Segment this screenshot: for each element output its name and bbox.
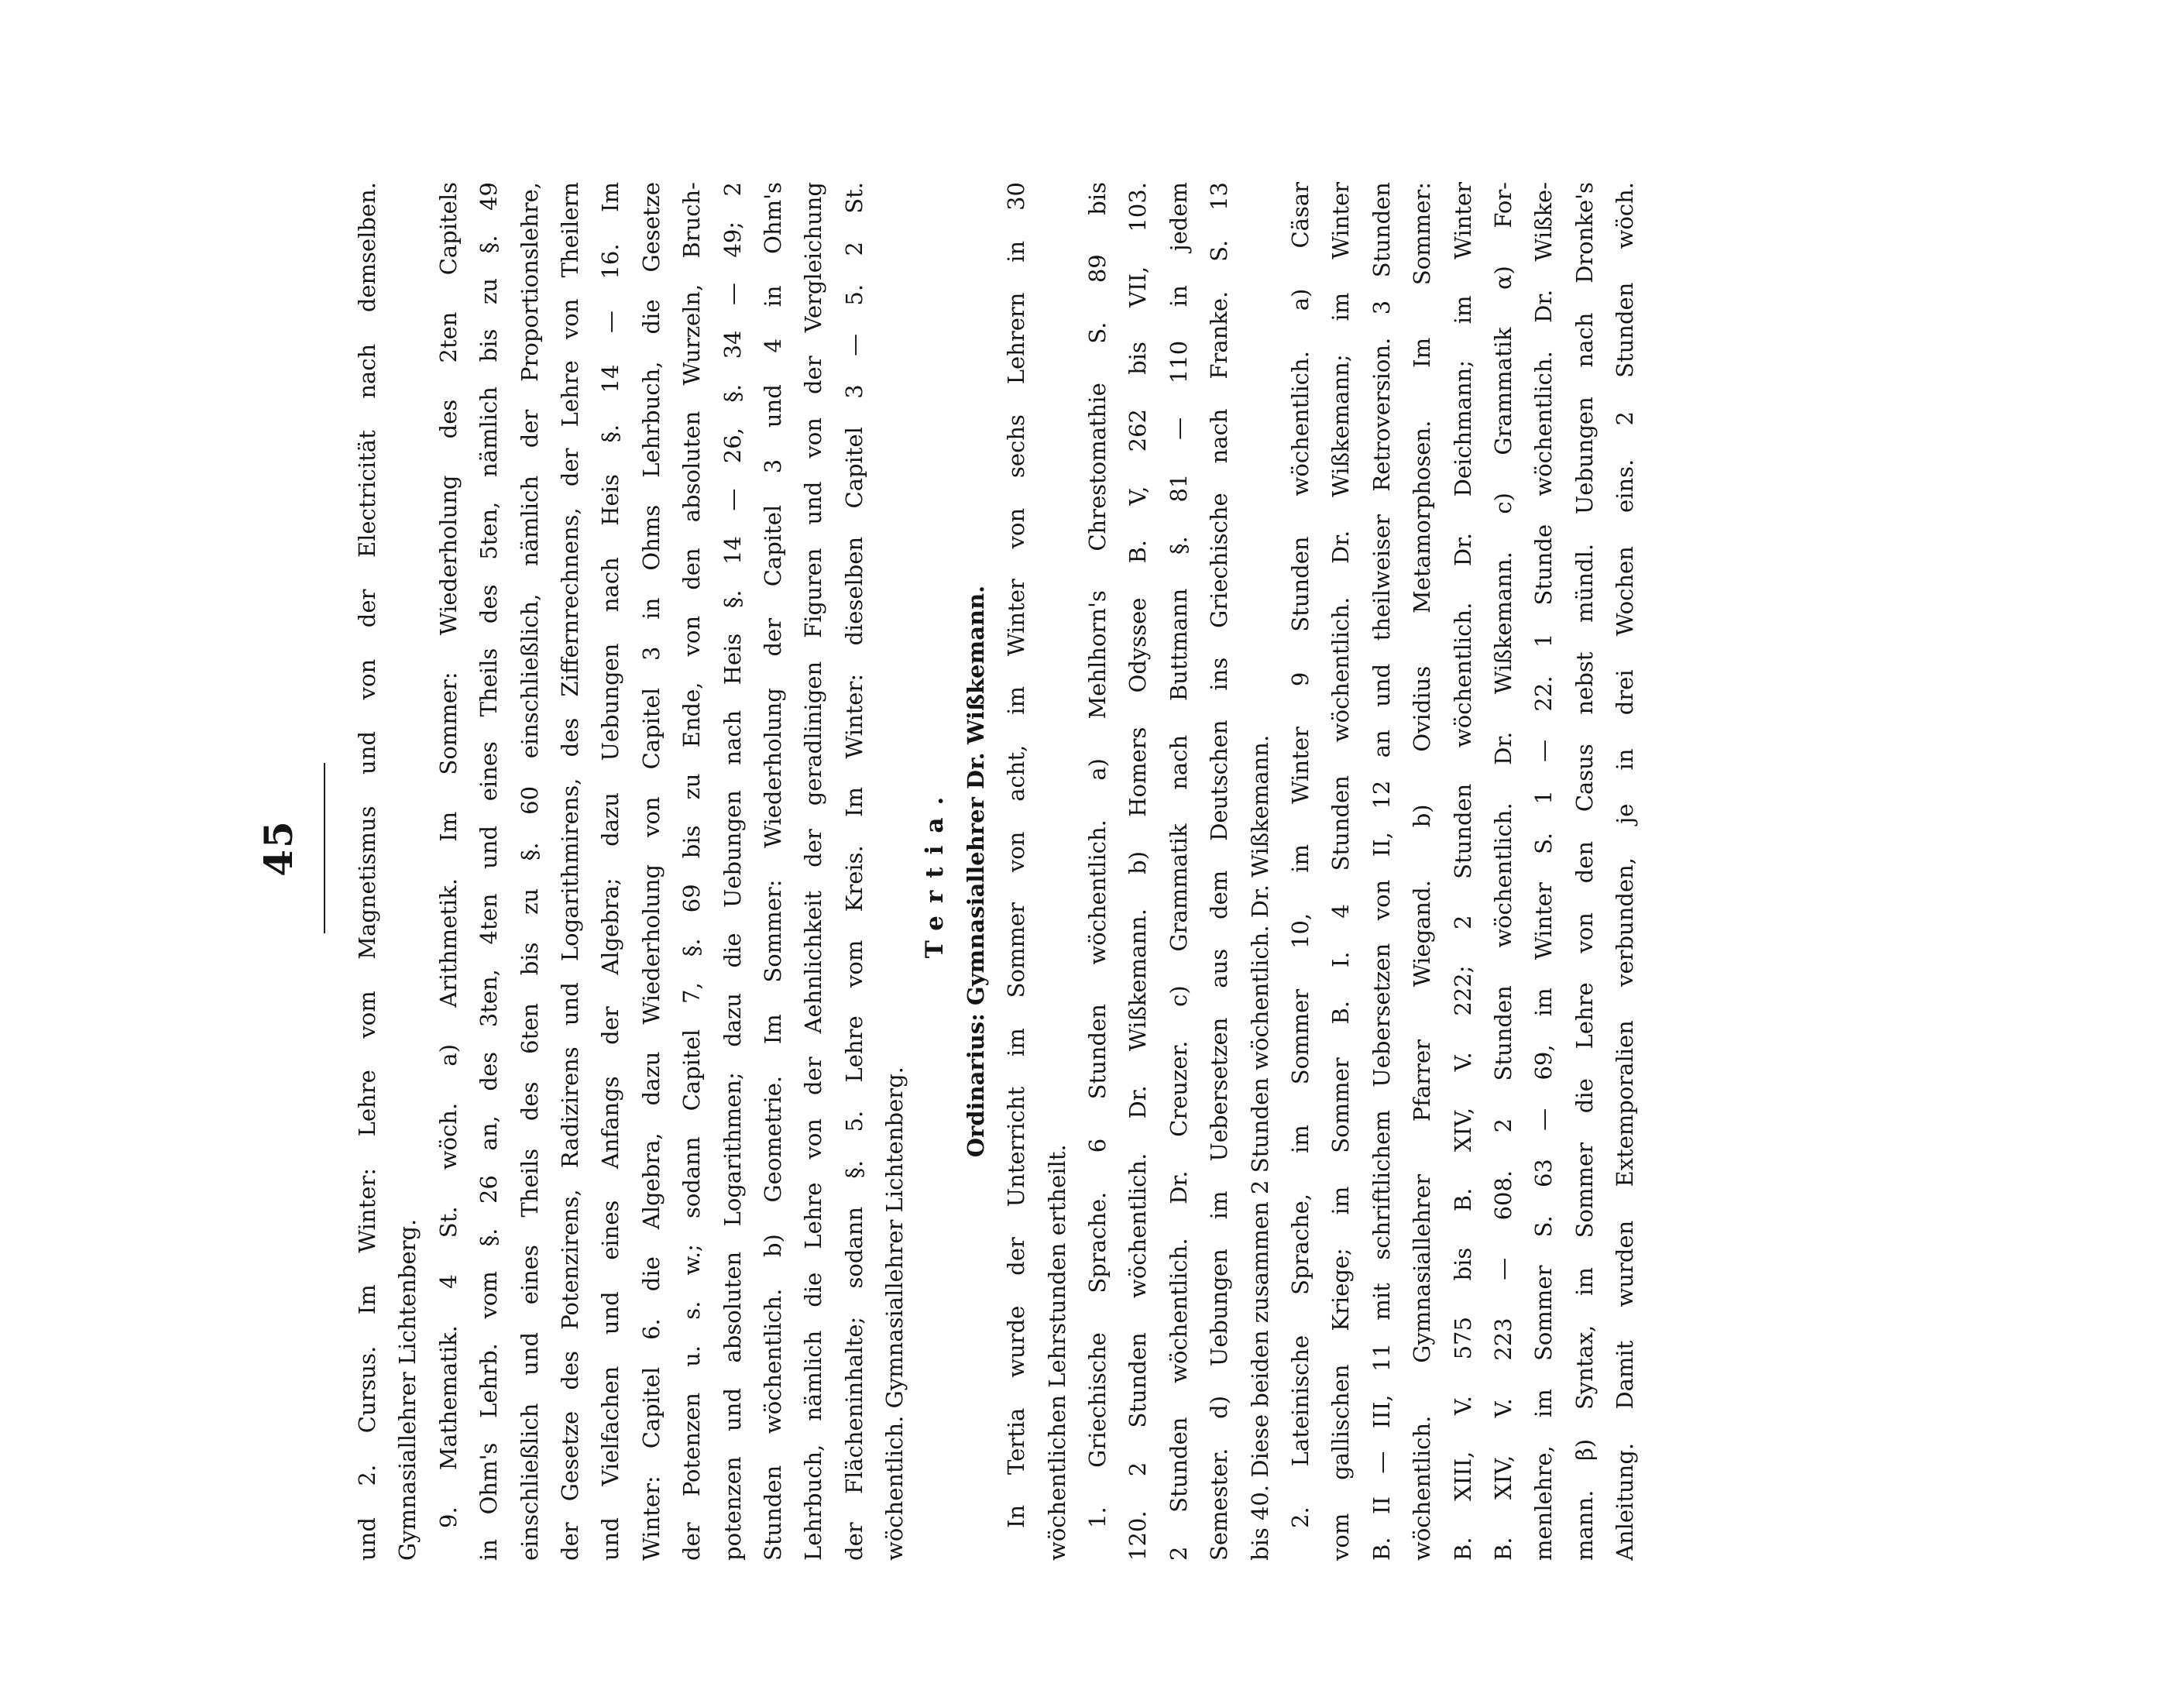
rotated-page-content (256, 182, 1805, 1561)
text-line: der Gesetze des Potenzirens, Radizirens und Logarithmirens, des Ziffernrechnens, der Lehre von Theilern (556, 182, 583, 1561)
text-line: bis 40. Diese beiden zusammen 2 Stunden wöchentlich. Dr. Wißkemann. (1246, 734, 1273, 1561)
text-line: einschließlich und eines Theils des 6ten bis zu §. 60 einschließlich, nämlich der Proportionslehre, (516, 182, 543, 1561)
text-line: Semester. d) Uebungen im Uebersetzen aus dem Deutschen ins Griechische nach Franke. S. 13 (1206, 182, 1233, 1561)
text-line: der Potenzen u. s. w.; sodann Capitel 7, §. 69 bis zu Ende, von den absoluten Wurzeln, Bruch- (678, 182, 706, 1561)
text-line: 2. Lateinische Sprache, im Sommer 10, im Winter 9 Stunden wöchentlich. a) Cäsar (1286, 182, 1313, 1528)
section-heading-tertia: Tertia. (921, 784, 949, 959)
text-line: und Vielfachen und eines Anfangs der Algebra; dazu Uebungen nach Heis §. 14 — 16. Im (597, 182, 624, 1561)
text-line: wöchentlichen Lehrstunden ertheilt. (1043, 1144, 1070, 1561)
text-line: wöchentlich. Gymnasiallehrer Lichtenberg. (881, 1067, 908, 1561)
text-line: In Tertia wurde der Unterricht im Sommer von acht, im Winter von sechs Lehrern in 30 (1003, 182, 1030, 1528)
text-line: vom gallischen Kriege; im Sommer B. I. 4 Stunden wöchentlich. Dr. Wißkemann; im Winter (1327, 182, 1355, 1561)
text-line: Gymnasiallehrer Lichtenberg. (394, 1218, 421, 1561)
text-line: B. XIII, V. 575 bis B. XIV, V. 222; 2 Stunden wöchentlich. Dr. Deichmann; im Winter (1449, 182, 1476, 1561)
text-line: B. XIV, V. 223 — 608. 2 Stunden wöchentlich. Dr. Wißkemann. c) Grammatik α) For- (1489, 182, 1516, 1561)
text-line: und 2. Cursus. Im Winter: Lehre vom Magnetismus und von der Electricität nach demselben. (354, 182, 380, 1561)
text-line: mann. β) Syntax, im Sommer die Lehre von den Casus nebst mündl. Uebungen nach Dronke's (1571, 182, 1598, 1561)
text-line: B. II — III, 11 mit schriftlichem Uebersetzen von II, 12 an und theilweiser Retroversion. 3 Stunden (1368, 182, 1395, 1561)
body-text (347, 182, 1646, 1561)
text-line: 2 Stunden wöchentlich. Dr. Creuzer. c) Grammatik nach Buttmann §. 81 — 110 in jedem (1165, 182, 1192, 1561)
text-line: in Ohm's Lehrb. vom §. 26 an, des 3ten, 4ten und eines Theils des 5ten, nämlich bis zu §. 49 (476, 182, 503, 1561)
header-rule (324, 763, 325, 933)
text-line: potenzen und absoluten Logarithmen; dazu die Uebungen nach Heis §. 14 — 26, §. 34 — 49; 2 (719, 182, 746, 1561)
text-line: Lehrbuch, nämlich die Lehre von der Aehnlichkeit der geradlinigen Figuren und von der Vergleichung (800, 182, 827, 1561)
text-line: Anleitung. Damit wurden Extemporalien verbunden, je in drei Wochen eins. 2 Stunden wöch. (1612, 182, 1639, 1561)
text-line: der Flächeninhalte; sodann §. 5. Lehre vom Kreis. Im Winter: dieselben Capitel 3 — 5. 2 St. (840, 182, 867, 1561)
text-line: Winter: Capitel 6. die Algebra, dazu Wiederholung von Capitel 3 in Ohms Lehrbuch, die Gesetze (637, 182, 664, 1561)
section-subheading-ordinarius: Ordinarius: Gymnasiallehrer Dr. Wißkemann. (962, 585, 989, 1158)
text-line: Stunden wöchentlich. b) Geometrie. Im Sommer: Wiederholung der Capitel 3 und 4 in Ohm's (759, 182, 786, 1561)
text-line: 120. 2 Stunden wöchentlich. Dr. Wißkemann. b) Homers Odyssee B. V, 262 bis VII, 103. (1125, 182, 1152, 1561)
text-line: 9. Mathematik. 4 St. wöch. a) Arithmetik. Im Sommer: Wiederholung des 2ten Capitels (434, 182, 462, 1528)
page-number: 45 (256, 819, 301, 877)
text-line: menlehre, im Sommer S. 63 — 69, im Winter S. 1 — 22. 1 Stunde wöchentlich. Dr. Wißke- (1530, 182, 1557, 1561)
text-line: 1. Griechische Sprache. 6 Stunden wöchentlich. a) Mehlhorn's Chrestomathie S. 89 bis (1084, 182, 1111, 1528)
text-line: wöchentlich. Gymnasiallehrer Pfarrer Wiegand. b) Ovidius Metamorphosen. Im Sommer: (1409, 182, 1436, 1561)
